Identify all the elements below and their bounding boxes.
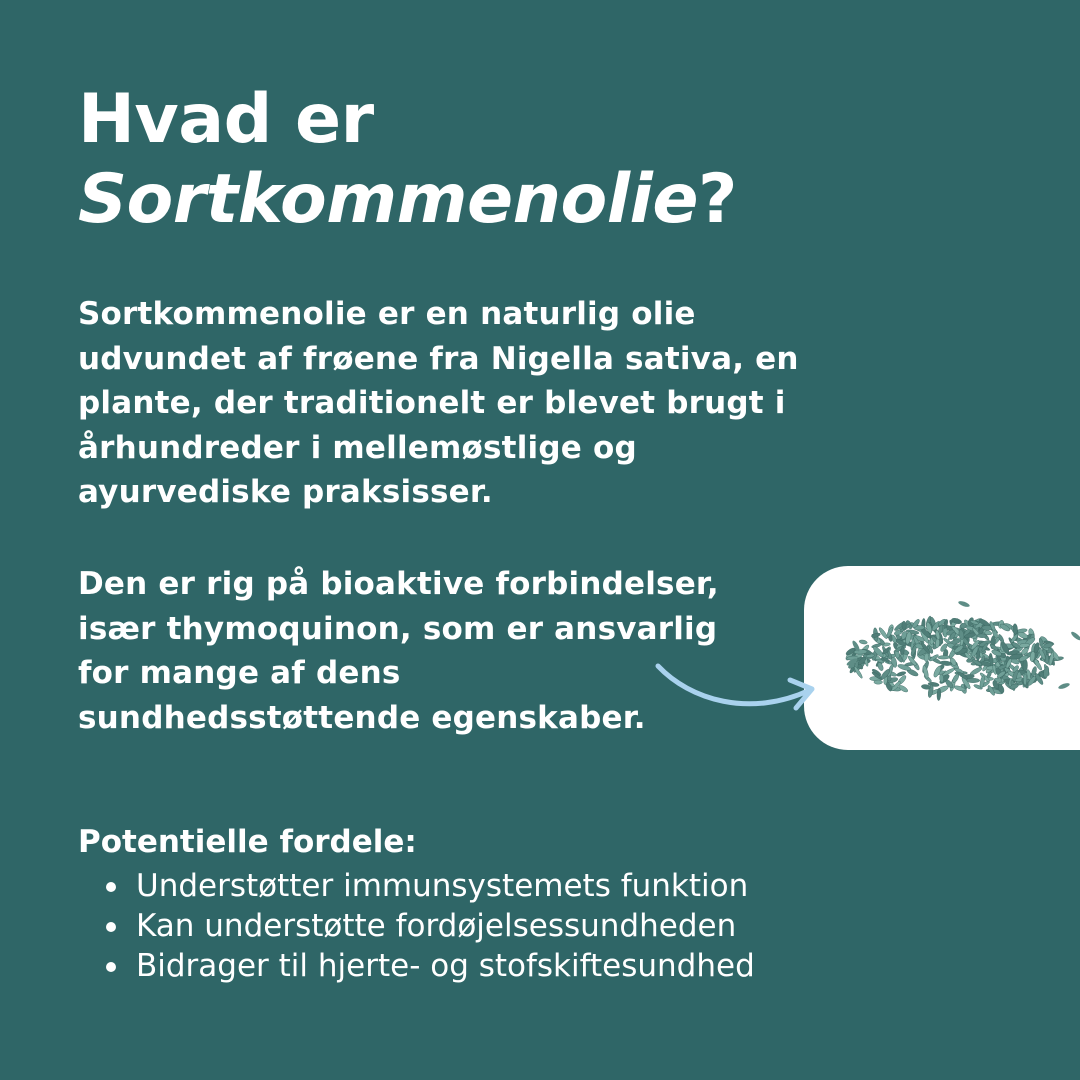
- benefits-heading: Potentielle fordele:: [78, 824, 417, 860]
- title-emphasis: Sortkommenolie: [78, 160, 698, 239]
- page-title: [78, 80, 737, 240]
- benefit-item: Kan understøtte fordøjelsessundheden: [98, 906, 755, 946]
- benefit-item: Understøtter immunsystemets funktion: [98, 866, 755, 906]
- benefits-list: [98, 866, 755, 986]
- details-paragraph: Den er rig på bioaktive forbindelser, især thymoquinon, som er ansvarlig for mange af dens sundhedsstøttende egenskaber.: [78, 566, 719, 736]
- seed-image-card: [804, 566, 1080, 750]
- title-line-2: [78, 160, 737, 240]
- black-seed-pile-image: [804, 566, 1080, 750]
- benefit-item: Bidrager til hjerte- og stofskiftesundhed: [98, 946, 755, 986]
- title-question-mark: ?: [697, 160, 737, 239]
- intro-paragraph: Sortkommenolie er en naturlig olie udvundet af frøene fra Nigella sativa, en plante, der traditionelt er blevet brugt i århundreder i mellemøstlige og ayurvediske praksisser.: [78, 296, 799, 510]
- curved-arrow-icon: [650, 660, 820, 730]
- title-line-1: Hvad er: [78, 80, 374, 159]
